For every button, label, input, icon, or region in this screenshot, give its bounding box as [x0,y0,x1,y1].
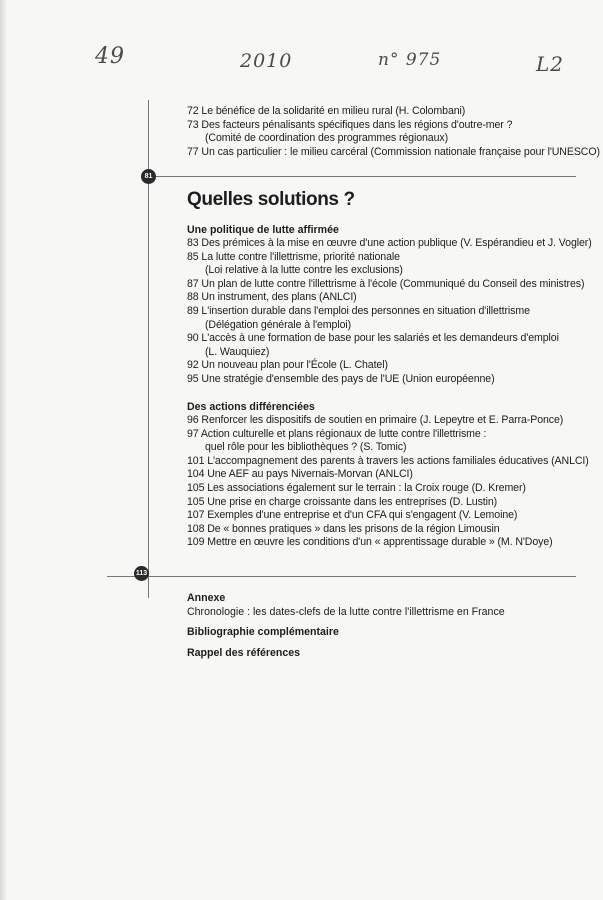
toc-item-continued: (Loi relative à la lutte contre les exclusions) [205,264,403,277]
horizontal-rule-1 [148,176,576,177]
bibliography-heading: Bibliographie complémentaire [187,626,339,639]
toc-item: 83 Des prémices à la mise en œuvre d'une action publique (V. Espérandieu et J. Vogler) [187,237,592,249]
part-1-heading: Une politique de lutte affirmée [187,224,339,236]
part-2 [187,396,589,550]
toc-item: 87 Un plan de lutte contre l'illettrisme à l'école (Communiqué du Conseil des ministres) [187,277,585,290]
scan-edge [0,0,7,900]
toc-item: 90 L'accès à une formation de base pour les salariés et les demandeurs d'emploi [187,332,559,345]
toc-item: 108 De « bonnes pratiques » dans les prisons de la région Limousin [187,522,500,535]
section-block [187,189,355,211]
handwritten-note-3: n° 975 [378,50,442,70]
horizontal-rule-2 [107,576,576,577]
page-marker-81: 81 [141,169,156,184]
toc-item: 109 Mettre en œuvre les conditions d'un « apprentissage durable » (M. N'Doye) [187,536,553,549]
toc-item: 104 Une AEF au pays Nivernais-Morvan (ANLCI) [187,468,413,481]
toc-item: 105 Les associations également sur le terrain : la Croix rouge (D. Kremer) [187,481,526,494]
annexe-heading: Annexe [187,592,226,604]
section-title: Quelles solutions ? [187,189,355,210]
references-heading: Rappel des références [187,646,301,659]
toc-item: 89 L'insertion durable dans l'emploi des personnes en situation d'illettrisme [187,304,530,317]
toc-item: 92 Un nouveau plan pour l'École (L. Chatel) [187,359,388,372]
part-2-heading: Des actions différenciées [187,401,315,413]
top-items [187,105,600,159]
toc-item: 72 Le bénéfice de la solidarité en milieu rural (H. Colombani) [187,105,466,117]
annexe-text: Chronologie : les dates-clefs de la lutte contre l'illettrisme en France [187,605,505,618]
toc-item: 95 Une stratégie d'ensemble des pays de l'UE (Union européenne) [187,372,495,385]
toc-item: 85 La lutte contre l'illettrisme, priorité nationale [187,250,400,263]
handwritten-note-1: 49 [95,44,125,69]
part-1 [187,219,592,387]
annexe-block [187,592,505,660]
toc-item-continued: quel rôle pour les bibliothèques ? (S. Tomic) [205,441,407,454]
toc-item: 107 Exemples d'une entreprise et d'un CFA qui s'engagent (V. Lemoine) [187,509,518,522]
toc-item: 73 Des facteurs pénalisants spécifiques dans les régions d'outre-mer ? [187,118,513,131]
handwritten-note-2: 2010 [240,50,293,72]
toc-item-continued: (Délégation générale à l'emploi) [205,318,352,331]
toc-item: 77 Un cas particulier : le milieu carcéral (Commission nationale française pour l'UNESCO) [187,145,600,158]
toc-item: 105 Une prise en charge croissante dans les entreprises (D. Lustin) [187,495,498,508]
page-marker-113: 113 [134,566,149,581]
toc-item: 101 L'accompagnement des parents à travers les actions familiales éducatives (ANLCI) [187,454,589,467]
toc-item: 88 Un instrument, des plans (ANLCI) [187,291,357,304]
toc-item-continued: (L. Wauquiez) [205,345,270,358]
toc-item: 97 Action culturelle et plans régionaux de lutte contre l'illettrisme : [187,427,487,440]
toc-item-continued: (Comité de coordination des programmes régionaux) [205,132,448,145]
toc-item: 96 Renforcer les dispositifs de soutien en primaire (J. Lepeytre et E. Parra-Ponce) [187,414,564,426]
handwritten-note-4: L2 [536,52,565,76]
